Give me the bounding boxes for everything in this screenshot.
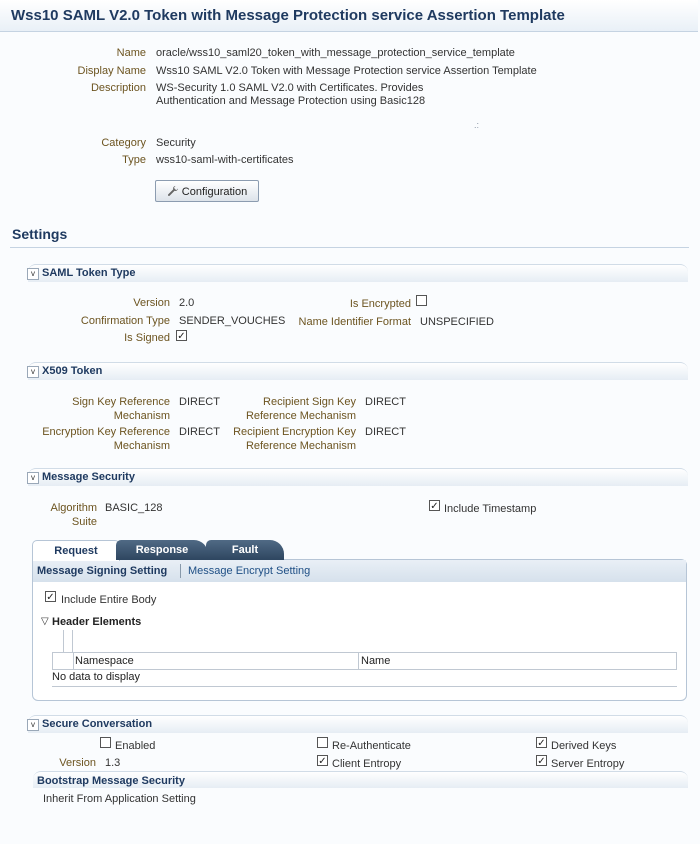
is-encrypted-checkbox[interactable] [416, 295, 427, 306]
subtab-divider [180, 564, 181, 578]
message-security-section-title: Message Security [42, 471, 135, 483]
type-label: Type [122, 154, 146, 166]
x509-section-title: X509 Token [42, 365, 103, 377]
sign-key-label-line-1: Sign Key Reference [72, 396, 170, 408]
re-authenticate-checkbox[interactable] [317, 737, 328, 748]
configuration-button-label: Configuration [181, 186, 248, 198]
encryption-key-label-line-1: Encryption Key Reference [42, 426, 170, 438]
server-entropy-label: Server Entropy [551, 758, 625, 770]
wrench-icon [167, 181, 179, 201]
is-signed-label: Is Signed [124, 332, 170, 344]
bootstrap-section-header [33, 771, 688, 788]
settings-title: Settings [12, 226, 68, 242]
enabled-label: Enabled [115, 740, 156, 752]
name-identifier-label: Name Identifier Format [298, 316, 411, 328]
display-name-value: Wss10 SAML V2.0 Token with Message Protection service Assertion Template [156, 65, 537, 77]
server-entropy-checkbox[interactable]: ✓ [537, 756, 546, 767]
algorithm-suite-label-line-2: Suite [71, 516, 97, 528]
client-entropy-checkbox[interactable]: ✓ [318, 756, 327, 767]
algorithm-suite-label [30, 501, 97, 529]
include-entire-body-label: Include Entire Body [61, 594, 157, 606]
bootstrap-value: Inherit From Application Setting [43, 793, 196, 805]
recipient-encryption-key-label [206, 425, 356, 453]
collapse-icon[interactable]: v [27, 268, 39, 280]
saml-section-title: SAML Token Type [42, 267, 136, 279]
resize-grip-icon[interactable]: .: [474, 120, 480, 130]
recipient-sign-key-label [216, 395, 356, 423]
x509-section-header [28, 362, 688, 380]
recipient-sign-key-label-line-1: Recipient Sign Key [263, 396, 356, 408]
header-elements-title: Header Elements [52, 616, 142, 628]
encryption-key-value: DIRECT [179, 426, 220, 438]
tab-fault[interactable]: Fault [206, 540, 284, 560]
header-elements-table-body [52, 668, 677, 687]
encryption-key-label [20, 425, 170, 453]
include-timestamp-checkbox[interactable]: ✓ [430, 501, 439, 512]
configuration-button[interactable] [155, 180, 259, 202]
include-timestamp-label: Include Timestamp [444, 503, 537, 515]
collapse-icon[interactable]: v [27, 719, 39, 731]
secure-conversation-section-header [28, 715, 688, 733]
sign-key-value: DIRECT [179, 396, 220, 408]
subtab-message-encrypt[interactable]: Message Encrypt Setting [188, 565, 311, 577]
triangle-down-icon[interactable]: ▽ [41, 616, 49, 627]
description-line-1: WS-Security 1.0 SAML V2.0 with Certificates. Provides [156, 82, 424, 94]
description-label: Description [90, 82, 146, 94]
description-line-2: Authentication and Message Protection using Basic128 [156, 95, 426, 107]
derived-keys-label: Derived Keys [551, 740, 617, 752]
confirmation-type-label: Confirmation Type [80, 315, 170, 327]
sc-version-value: 1.3 [105, 757, 121, 769]
saml-version-value: 2.0 [179, 297, 195, 309]
recipient-sign-key-label-line-2: Reference Mechanism [245, 410, 356, 422]
is-signed-checkbox[interactable]: ✓ [177, 331, 186, 342]
collapse-icon[interactable]: v [27, 366, 39, 378]
sign-key-label [30, 395, 170, 423]
saml-version-label: Version [133, 297, 170, 309]
tab-response[interactable]: Response [116, 540, 208, 560]
page-header [0, 0, 698, 32]
column-namespace[interactable]: Namespace [75, 655, 134, 667]
table-column-divider [73, 653, 74, 669]
secure-conversation-section-title: Secure Conversation [42, 718, 153, 730]
subtab-message-signing[interactable]: Message Signing Setting [37, 565, 168, 577]
message-security-section-header [28, 468, 688, 486]
category-value: Security [156, 137, 196, 149]
name-value: oracle/wss10_saml20_token_with_message_protection_service_template [156, 47, 515, 59]
bootstrap-section-title: Bootstrap Message Security [37, 775, 185, 787]
category-label: Category [101, 137, 146, 149]
settings-divider [10, 247, 689, 248]
saml-section-header [28, 264, 688, 282]
client-entropy-label: Client Entropy [332, 758, 402, 770]
is-encrypted-label: Is Encrypted [349, 298, 411, 310]
recipient-encryption-key-value: DIRECT [365, 426, 406, 438]
derived-keys-checkbox[interactable]: ✓ [537, 738, 546, 749]
confirmation-type-value: SENDER_VOUCHES [179, 315, 286, 327]
recipient-encryption-key-label-line-1: Recipient Encryption Key [233, 426, 356, 438]
enabled-checkbox[interactable] [100, 737, 111, 748]
no-data-text: No data to display [52, 671, 141, 683]
collapse-icon[interactable]: v [27, 472, 39, 484]
type-value: wss10-saml-with-certificates [156, 154, 294, 166]
table-column-divider [358, 653, 359, 669]
tab-request[interactable]: Request [32, 540, 120, 561]
algorithm-suite-value: BASIC_128 [105, 502, 163, 514]
include-entire-body-checkbox[interactable]: ✓ [46, 592, 55, 603]
display-name-label: Display Name [77, 65, 146, 77]
re-authenticate-label: Re-Authenticate [332, 740, 411, 752]
algorithm-suite-label-line-1: Algorithm [50, 502, 97, 514]
sign-key-label-line-2: Mechanism [113, 410, 170, 422]
name-identifier-value: UNSPECIFIED [420, 316, 494, 328]
subtab-bar [33, 560, 686, 582]
page-title: Wss10 SAML V2.0 Token with Message Protection service Assertion Template [11, 7, 565, 24]
name-label: Name [116, 47, 146, 59]
sc-version-label: Version [59, 757, 96, 769]
column-name[interactable]: Name [361, 655, 391, 667]
recipient-encryption-key-label-line-2: Reference Mechanism [245, 440, 356, 452]
recipient-sign-key-value: DIRECT [365, 396, 406, 408]
encryption-key-label-line-2: Mechanism [113, 440, 170, 452]
